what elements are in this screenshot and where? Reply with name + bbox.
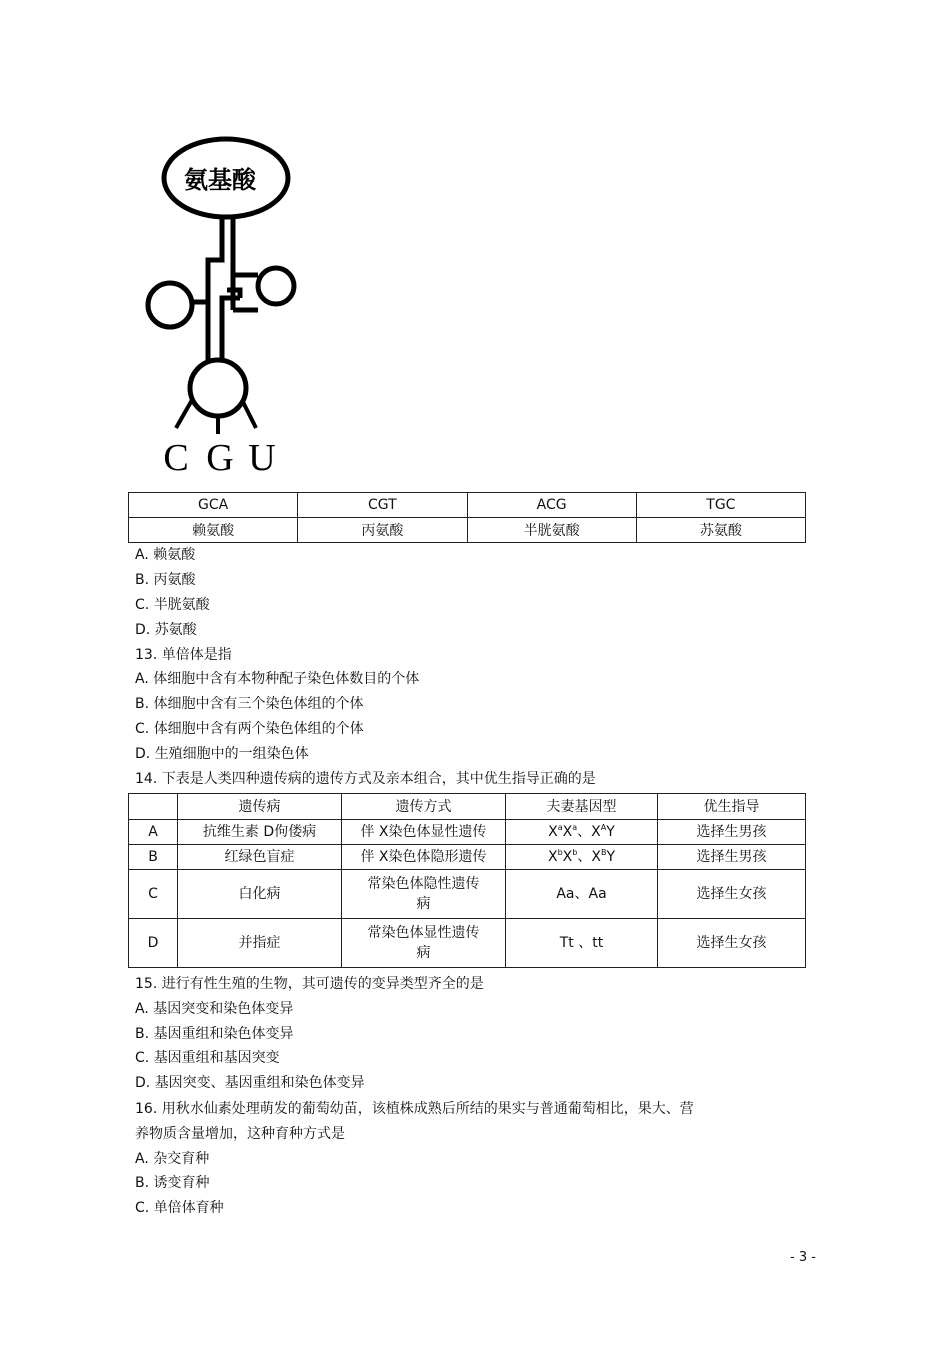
anticodon-base-2: G — [206, 437, 234, 479]
header-cell — [129, 794, 178, 820]
q13-option-b: B. 体细胞中含有三个染色体组的个体 — [135, 696, 364, 712]
q16-option-a: A. 杂交育种 — [135, 1151, 210, 1167]
disease-table — [128, 793, 806, 968]
row-label: C — [129, 870, 178, 919]
q15-option-a: A. 基因突变和染色体变异 — [135, 1001, 294, 1017]
advice-cell: 选择生男孩 — [658, 845, 806, 870]
amino-acid-cell: 苏氨酸 — [636, 518, 805, 543]
q12-option-a: A. 赖氨酸 — [135, 547, 196, 563]
amino-acid-label: 氨基酸 — [184, 166, 256, 194]
q14-stem: 14. 下表是人类四种遗传病的遗传方式及亲本组合，其中优生指导正确的是 — [135, 771, 596, 787]
disease-cell: 抗维生素 D佝偻病 — [178, 820, 342, 845]
row-label: A — [129, 820, 178, 845]
q16-stem-line1: 16. 用秋水仙素处理萌发的葡萄幼苗，该植株成熟后所结的果实与普通葡萄相比，果大、营 — [135, 1101, 694, 1117]
table-row — [129, 820, 806, 845]
table-row — [129, 845, 806, 870]
disease-cell: 红绿色盲症 — [178, 845, 342, 870]
anticodon-base-1: C — [163, 437, 189, 479]
table-header-row — [129, 794, 806, 820]
q15-option-d: D. 基因突变、基因重组和染色体变异 — [135, 1075, 365, 1091]
table-row — [129, 919, 806, 968]
q16-stem-line2: 养物质含量增加，这种育种方式是 — [135, 1126, 345, 1142]
amino-acid-row — [129, 518, 806, 543]
q15-option-c: C. 基因重组和基因突变 — [135, 1050, 280, 1066]
q16-option-b: B. 诱变育种 — [135, 1175, 210, 1191]
anticodon-loop — [190, 360, 246, 416]
advice-cell: 选择生男孩 — [658, 820, 806, 845]
q12-option-c: C. 半胱氨酸 — [135, 597, 210, 613]
header-cell: 遗传病 — [178, 794, 342, 820]
row-label: D — [129, 919, 178, 968]
q13-option-d: D. 生殖细胞中的一组染色体 — [135, 746, 309, 762]
trna-stem — [208, 217, 258, 360]
header-cell: 遗传方式 — [342, 794, 506, 820]
table-row — [129, 870, 806, 919]
anticodon-base-3: U — [248, 437, 276, 479]
q12-option-b: B. 丙氨酸 — [135, 572, 196, 588]
q13-option-a: A. 体细胞中含有本物种配子染色体数目的个体 — [135, 671, 420, 687]
header-cell: 优生指导 — [658, 794, 806, 820]
trna-diagram — [130, 130, 310, 480]
codon-cell: CGT — [298, 493, 467, 518]
codon-cell: TGC — [636, 493, 805, 518]
amino-acid-cell: 半胱氨酸 — [467, 518, 636, 543]
genotype-cell: Aa、Aa — [506, 870, 658, 919]
q16-option-c: C. 单倍体育种 — [135, 1200, 224, 1216]
mode-cell: 常染色体显性遗传 病 — [342, 919, 506, 968]
disease-cell: 白化病 — [178, 870, 342, 919]
mode-cell: 伴 X染色体显性遗传 — [342, 820, 506, 845]
q12-option-d: D. 苏氨酸 — [135, 622, 197, 638]
amino-acid-cell: 丙氨酸 — [298, 518, 467, 543]
q15-option-b: B. 基因重组和染色体变异 — [135, 1026, 294, 1042]
genotype-cell: Tt 、tt — [506, 919, 658, 968]
codon-row — [129, 493, 806, 518]
row-label: B — [129, 845, 178, 870]
genotype-cell: $X^bX^b$、$X^BY$ — [506, 845, 658, 870]
page-number: - 3 - — [790, 1250, 816, 1265]
codon-cell: GCA — [129, 493, 298, 518]
q13-stem: 13. 单倍体是指 — [135, 647, 232, 663]
advice-cell: 选择生女孩 — [658, 919, 806, 968]
header-cell: 夫妻基因型 — [506, 794, 658, 820]
q15-stem: 15. 进行有性生殖的生物，其可遗传的变异类型齐全的是 — [135, 976, 484, 992]
trna-right-loop — [258, 268, 294, 304]
genotype-cell: $X^aX^a$、$X^AY$ — [506, 820, 658, 845]
mode-cell: 伴 X染色体隐形遗传 — [342, 845, 506, 870]
disease-cell: 并指症 — [178, 919, 342, 968]
mode-cell: 常染色体隐性遗传 病 — [342, 870, 506, 919]
trna-left-loop — [148, 283, 192, 327]
advice-cell: 选择生女孩 — [658, 870, 806, 919]
codon-cell: ACG — [467, 493, 636, 518]
q13-option-c: C. 体细胞中含有两个染色体组的个体 — [135, 721, 364, 737]
amino-acid-cell: 赖氨酸 — [129, 518, 298, 543]
codon-table — [128, 492, 806, 543]
